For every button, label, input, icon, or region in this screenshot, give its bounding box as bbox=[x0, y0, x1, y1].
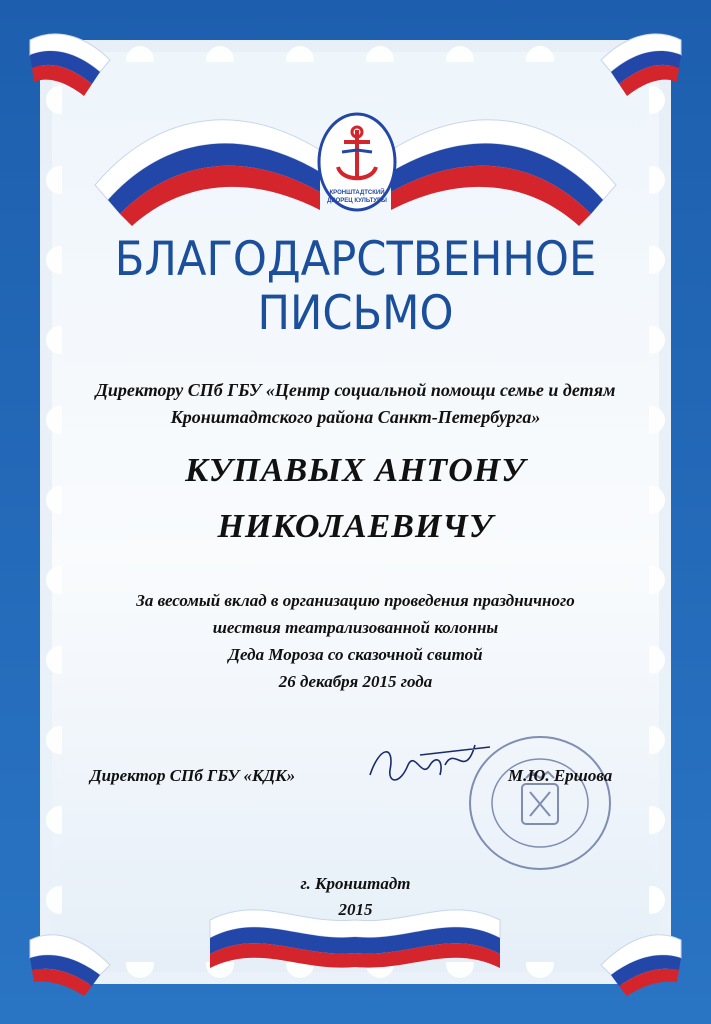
reason-line-3: Деда Мороза со сказочной свитой bbox=[228, 645, 483, 664]
svg-text:ДВОРЕЦ КУЛЬТУРЫ: ДВОРЕЦ КУЛЬТУРЫ bbox=[327, 198, 387, 204]
reason-line-2: шествия театрализованной колонны bbox=[212, 618, 499, 637]
signatory-name: М.Ю. Ершова bbox=[508, 766, 613, 785]
addressee-line-2: Кронштадтского района Санкт-Петербурга» bbox=[170, 407, 541, 427]
recipient-name-line-2: НИКОЛАЕВИЧУ bbox=[217, 508, 494, 545]
svg-text:КРОНШТАДТСКИЙ: КРОНШТАДТСКИЙ bbox=[329, 190, 385, 196]
recipient-name-line-1: КУПАВЫХ АНТОНУ bbox=[185, 452, 526, 489]
anchor-emblem-icon bbox=[316, 112, 398, 212]
signatory-position: Директор СПб ГБУ «КДК» bbox=[90, 766, 296, 785]
title-line-2: ПИСЬМО bbox=[257, 286, 454, 341]
reason-date: 26 декабря 2015 года bbox=[278, 672, 433, 691]
reason-line-1: За весомый вклад в организацию проведения праздничного bbox=[136, 591, 575, 610]
signature bbox=[360, 735, 500, 795]
addressee-line-1: Директору СПб ГБУ «Центр социальной помощи семье и детям bbox=[95, 380, 616, 400]
city: г. Кронштадт bbox=[300, 874, 411, 893]
title-line-1: БЛАГОДАРСТВЕННОЕ bbox=[114, 232, 597, 287]
year: 2015 bbox=[338, 900, 373, 919]
